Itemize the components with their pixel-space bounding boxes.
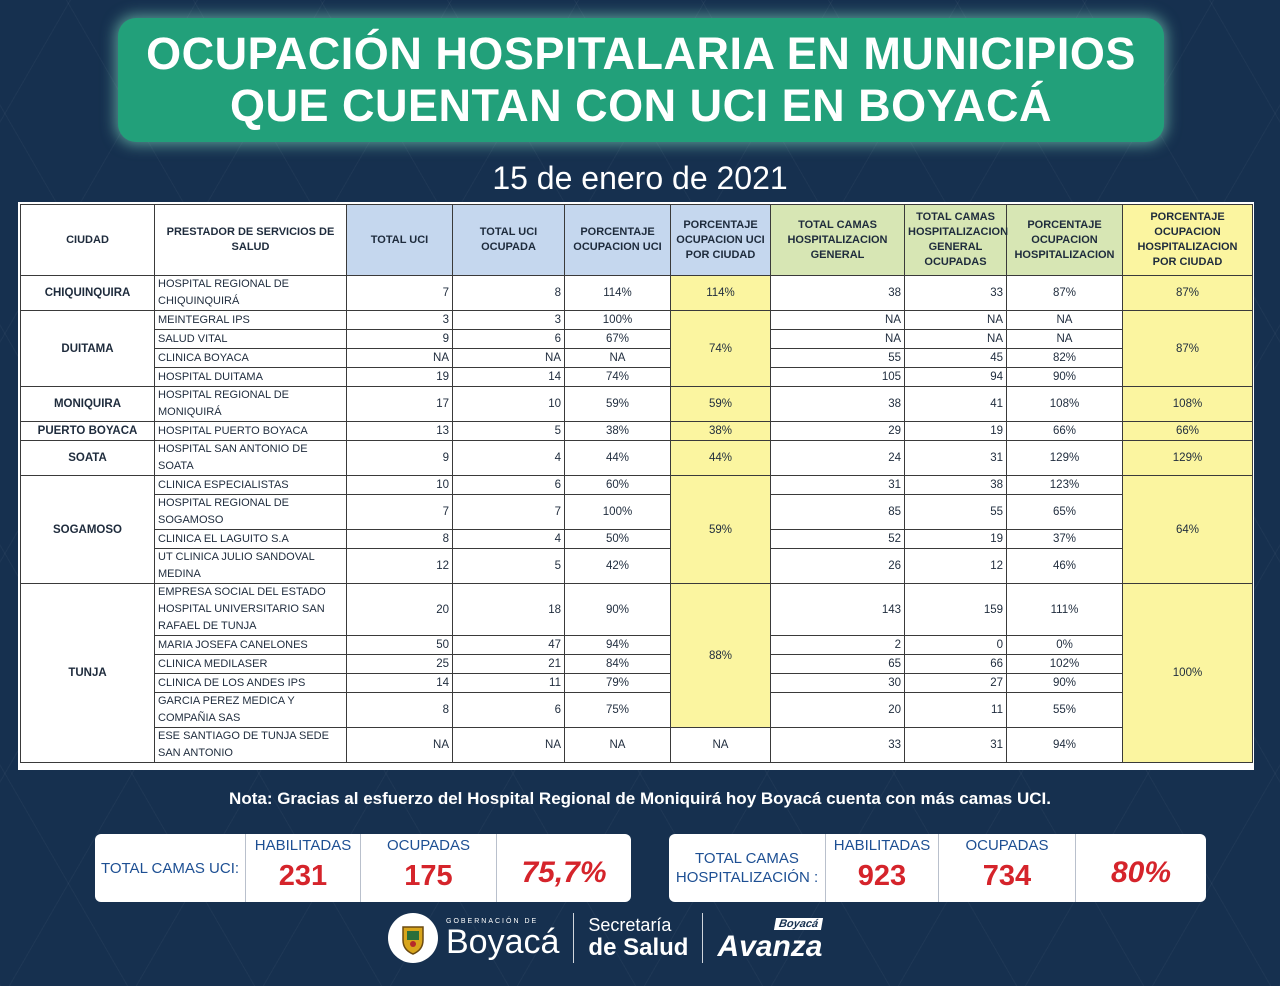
uci-habilitadas (246, 834, 361, 902)
pct-hosp-cell: 55% (1007, 693, 1123, 728)
camas-ocupadas-cell: 33 (905, 276, 1007, 311)
header-pct-hosp: PORCENTAJE OCUPACION HOSPITALIZACION (1007, 205, 1123, 276)
footnote: Nota: Gracias al esfuerzo del Hospital Regional de Moniquirá hoy Boyacá cuenta con más camas UCI. (229, 789, 1051, 808)
total-camas-cell: 26 (771, 549, 905, 584)
uci-ocupadas (361, 834, 497, 902)
header-pct-uci: PORCENTAJE OCUPACION UCI (565, 205, 671, 276)
pct-uci-cell: 75% (565, 693, 671, 728)
uci-ocupada-cell: 3 (453, 311, 565, 330)
pct-hosp-city-cell: 64% (1123, 476, 1253, 584)
uci-ocupada-cell: 47 (453, 636, 565, 655)
total-uci-cell: 7 (347, 276, 453, 311)
hosp-summary-label: TOTAL CAMAS HOSPITALIZACIÓN : (669, 834, 826, 902)
city-cell: CHIQUINQUIRA (21, 276, 155, 311)
total-camas-cell: 55 (771, 349, 905, 368)
header-total-uci-ocupada: TOTAL UCI OCUPADA (453, 205, 565, 276)
table-row (21, 476, 1253, 495)
total-camas-cell: 85 (771, 495, 905, 530)
pct-hosp-cell: 111% (1007, 584, 1123, 636)
camas-ocupadas-cell: 12 (905, 549, 1007, 584)
total-uci-cell: 8 (347, 530, 453, 549)
total-camas-cell: 33 (771, 728, 905, 763)
logo-divider (573, 913, 574, 963)
provider-cell: CLINICA MEDILASER (155, 655, 347, 674)
camas-ocupadas-cell: 66 (905, 655, 1007, 674)
pct-hosp-cell: 82% (1007, 349, 1123, 368)
pct-hosp-city-cell: 66% (1123, 422, 1253, 441)
table-row (21, 655, 1253, 674)
uci-ocupada-cell: 11 (453, 674, 565, 693)
pct-hosp-city-cell: 100% (1123, 584, 1253, 763)
uci-ocupada-cell: 18 (453, 584, 565, 636)
title-banner (118, 18, 1164, 142)
uci-ocupada-cell: NA (453, 728, 565, 763)
city-cell: MONIQUIRA (21, 387, 155, 422)
table-row (21, 422, 1253, 441)
uci-ocupada-cell: 10 (453, 387, 565, 422)
pct-hosp-cell: 0% (1007, 636, 1123, 655)
provider-cell: HOSPITAL REGIONAL DE CHIQUINQUIRÁ (155, 276, 347, 311)
pct-hosp-cell: 66% (1007, 422, 1123, 441)
total-uci-cell: 19 (347, 368, 453, 387)
pct-uci-city-cell: 59% (671, 476, 771, 584)
gobernacion-logo (446, 918, 559, 959)
pct-hosp-city-cell: 87% (1123, 311, 1253, 387)
camas-ocupadas-cell: 45 (905, 349, 1007, 368)
city-cell: SOGAMOSO (21, 476, 155, 584)
hosp-ocupadas-value: 734 (982, 860, 1032, 892)
total-uci-cell: 14 (347, 674, 453, 693)
city-cell: TUNJA (21, 584, 155, 763)
pct-hosp-cell: 90% (1007, 368, 1123, 387)
total-camas-cell: 143 (771, 584, 905, 636)
header-ciudad: CIUDAD (21, 205, 155, 276)
total-camas-cell: 30 (771, 674, 905, 693)
total-uci-cell: 20 (347, 584, 453, 636)
provider-cell: HOSPITAL SAN ANTONIO DE SOATA (155, 441, 347, 476)
table-row (21, 674, 1253, 693)
total-uci-cell: 13 (347, 422, 453, 441)
table-row (21, 636, 1253, 655)
pct-hosp-cell: 94% (1007, 728, 1123, 763)
hosp-percentage (1076, 834, 1206, 902)
pct-hosp-cell: 108% (1007, 387, 1123, 422)
uci-percentage-value: 75,7% (521, 856, 607, 889)
uci-habilitadas-label: HABILITADAS (254, 837, 352, 854)
pct-uci-city-cell: 74% (671, 311, 771, 387)
provider-cell: UT CLINICA JULIO SANDOVAL MEDINA (155, 549, 347, 584)
city-cell: SOATA (21, 441, 155, 476)
total-uci-cell: 8 (347, 693, 453, 728)
table-row (21, 368, 1253, 387)
total-camas-cell: 38 (771, 387, 905, 422)
occupancy-table (20, 204, 1253, 763)
header-total-uci: TOTAL UCI (347, 205, 453, 276)
pct-uci-cell: 74% (565, 368, 671, 387)
header-prestador: PRESTADOR DE SERVICIOS DE SALUD (155, 205, 347, 276)
total-uci-cell: 9 (347, 441, 453, 476)
pct-hosp-cell: NA (1007, 330, 1123, 349)
uci-ocupada-cell: 6 (453, 476, 565, 495)
total-uci-cell: NA (347, 349, 453, 368)
total-camas-cell: 105 (771, 368, 905, 387)
camas-ocupadas-cell: NA (905, 330, 1007, 349)
uci-ocupada-cell: 5 (453, 422, 565, 441)
boyaca-label: Boyacá (446, 922, 560, 961)
uci-summary-label: TOTAL CAMAS UCI: (95, 834, 246, 902)
total-uci-cell: 7 (347, 495, 453, 530)
camas-ocupadas-cell: 11 (905, 693, 1007, 728)
pct-uci-cell: 38% (565, 422, 671, 441)
pct-uci-city-cell: 38% (671, 422, 771, 441)
camas-ocupadas-cell: 0 (905, 636, 1007, 655)
pct-hosp-city-cell: 87% (1123, 276, 1253, 311)
avanza-label: Avanza (717, 930, 823, 963)
uci-ocupadas-label: OCUPADAS (386, 837, 471, 854)
uci-ocupada-cell: 21 (453, 655, 565, 674)
uci-ocupada-cell: 6 (453, 330, 565, 349)
total-uci-cell: 50 (347, 636, 453, 655)
total-uci-cell: 10 (347, 476, 453, 495)
table-row (21, 549, 1253, 584)
header-camas-ocupadas: TOTAL CAMAS HOSPITALIZACION GENERAL OCUPADAS (905, 205, 1007, 276)
table-row (21, 349, 1253, 368)
table-row (21, 693, 1253, 728)
total-uci-cell: 25 (347, 655, 453, 674)
uci-percentage (497, 834, 631, 902)
uci-ocupada-cell: 4 (453, 441, 565, 476)
pct-uci-city-cell: NA (671, 728, 771, 763)
uci-summary-box (95, 834, 631, 902)
table-row (21, 495, 1253, 530)
uci-ocupada-cell: 14 (453, 368, 565, 387)
provider-cell: EMPRESA SOCIAL DEL ESTADO HOSPITAL UNIVERSITARIO SAN RAFAEL DE TUNJA (155, 584, 347, 636)
pct-hosp-cell: NA (1007, 311, 1123, 330)
camas-ocupadas-cell: 41 (905, 387, 1007, 422)
provider-cell: ESE SANTIAGO DE TUNJA SEDE SAN ANTONIO (155, 728, 347, 763)
provider-cell: HOSPITAL REGIONAL DE SOGAMOSO (155, 495, 347, 530)
table-row (21, 330, 1253, 349)
pct-uci-cell: 50% (565, 530, 671, 549)
provider-cell: CLINICA BOYACA (155, 349, 347, 368)
total-uci-cell: 3 (347, 311, 453, 330)
provider-cell: SALUD VITAL (155, 330, 347, 349)
table-row (21, 276, 1253, 311)
total-camas-cell: 52 (771, 530, 905, 549)
pct-hosp-cell: 87% (1007, 276, 1123, 311)
uci-ocupada-cell: 7 (453, 495, 565, 530)
provider-cell: MARIA JOSEFA CANELONES (155, 636, 347, 655)
pct-uci-city-cell: 44% (671, 441, 771, 476)
title-line-1: OCUPACIÓN HOSPITALARIA EN MUNICIPIOS (146, 28, 1136, 79)
uci-ocupada-cell: 4 (453, 530, 565, 549)
pct-hosp-cell: 90% (1007, 674, 1123, 693)
table-row (21, 441, 1253, 476)
pct-uci-cell: 44% (565, 441, 671, 476)
pct-hosp-cell: 102% (1007, 655, 1123, 674)
gobernacion-label: GOBERNACIÓN DE (446, 917, 539, 925)
camas-ocupadas-cell: NA (905, 311, 1007, 330)
hosp-habilitadas-value: 923 (857, 860, 907, 892)
header-total-camas: TOTAL CAMAS HOSPITALIZACION GENERAL (771, 205, 905, 276)
table-row (21, 584, 1253, 636)
pct-uci-cell: 100% (565, 495, 671, 530)
provider-cell: HOSPITAL DUITAMA (155, 368, 347, 387)
pct-uci-cell: 67% (565, 330, 671, 349)
pct-uci-cell: 59% (565, 387, 671, 422)
camas-ocupadas-cell: 19 (905, 422, 1007, 441)
uci-habilitadas-value: 231 (278, 860, 328, 892)
footer-logos (388, 908, 822, 968)
pct-uci-cell: 42% (565, 549, 671, 584)
uci-ocupada-cell: 5 (453, 549, 565, 584)
pct-hosp-cell: 129% (1007, 441, 1123, 476)
city-cell: DUITAMA (21, 311, 155, 387)
provider-cell: GARCIA PEREZ MEDICA Y COMPAÑIA SAS (155, 693, 347, 728)
pct-uci-cell: 90% (565, 584, 671, 636)
logo-divider-2 (702, 913, 703, 963)
boyaca-avanza-logo (717, 914, 822, 962)
pct-hosp-city-cell: 108% (1123, 387, 1253, 422)
total-camas-cell: NA (771, 311, 905, 330)
total-camas-cell: 38 (771, 276, 905, 311)
pct-uci-cell: 79% (565, 674, 671, 693)
total-camas-cell: 2 (771, 636, 905, 655)
header-pct-hosp-ciudad: PORCENTAJE OCUPACION HOSPITALIZACION POR CIUDAD (1123, 205, 1253, 276)
pct-uci-city-cell: 59% (671, 387, 771, 422)
table-row (21, 728, 1253, 763)
pct-hosp-cell: 46% (1007, 549, 1123, 584)
total-uci-cell: 12 (347, 549, 453, 584)
pct-hosp-cell: 123% (1007, 476, 1123, 495)
total-uci-cell: NA (347, 728, 453, 763)
camas-ocupadas-cell: 159 (905, 584, 1007, 636)
boyaca-seal-icon (388, 913, 438, 963)
table-header-row (21, 205, 1253, 276)
hosp-habilitadas (826, 834, 939, 902)
total-camas-cell: 24 (771, 441, 905, 476)
total-uci-cell: 9 (347, 330, 453, 349)
camas-ocupadas-cell: 31 (905, 441, 1007, 476)
pct-uci-cell: 84% (565, 655, 671, 674)
de-salud-label: de Salud (588, 934, 689, 961)
total-camas-cell: 29 (771, 422, 905, 441)
pct-uci-cell: 94% (565, 636, 671, 655)
pct-uci-cell: 100% (565, 311, 671, 330)
uci-ocupada-cell: 8 (453, 276, 565, 311)
pct-uci-cell: 114% (565, 276, 671, 311)
pct-uci-city-cell: 88% (671, 584, 771, 728)
total-camas-cell: 65 (771, 655, 905, 674)
uci-ocupada-cell: 6 (453, 693, 565, 728)
hosp-habilitadas-label: HABILITADAS (833, 837, 931, 854)
provider-cell: CLINICA EL LAGUITO S.A (155, 530, 347, 549)
total-camas-cell: 20 (771, 693, 905, 728)
pct-uci-cell: NA (565, 349, 671, 368)
total-camas-cell: NA (771, 330, 905, 349)
pct-hosp-city-cell: 129% (1123, 441, 1253, 476)
provider-cell: MEINTEGRAL IPS (155, 311, 347, 330)
uci-ocupadas-value: 175 (404, 860, 453, 892)
provider-cell: CLINICA DE LOS ANDES IPS (155, 674, 347, 693)
report-date: 15 de enero de 2021 (492, 160, 788, 196)
camas-ocupadas-cell: 38 (905, 476, 1007, 495)
provider-cell: HOSPITAL REGIONAL DE MONIQUIRÁ (155, 387, 347, 422)
pct-hosp-cell: 65% (1007, 495, 1123, 530)
hosp-ocupadas-label: OCUPADAS (965, 837, 1049, 854)
provider-cell: HOSPITAL PUERTO BOYACA (155, 422, 347, 441)
header-pct-uci-ciudad: PORCENTAJE OCUPACION UCI POR CIUDAD (671, 205, 771, 276)
pct-uci-cell: 60% (565, 476, 671, 495)
table-row (21, 387, 1253, 422)
total-uci-cell: 17 (347, 387, 453, 422)
secretaria-label: Secretaría (588, 915, 672, 935)
camas-ocupadas-cell: 94 (905, 368, 1007, 387)
hosp-ocupadas (939, 834, 1076, 902)
pct-hosp-cell: 37% (1007, 530, 1123, 549)
secretaria-logo (588, 915, 688, 961)
camas-ocupadas-cell: 31 (905, 728, 1007, 763)
uci-ocupada-cell: NA (453, 349, 565, 368)
pct-uci-cell: NA (565, 728, 671, 763)
total-camas-cell: 31 (771, 476, 905, 495)
camas-ocupadas-cell: 55 (905, 495, 1007, 530)
pct-uci-city-cell: 114% (671, 276, 771, 311)
hosp-summary-box (669, 834, 1206, 902)
table-row (21, 311, 1253, 330)
avanza-tag: Boyacá (774, 918, 823, 930)
hosp-percentage-value: 80% (1110, 856, 1172, 889)
table-row (21, 530, 1253, 549)
occupancy-sheet (18, 202, 1254, 770)
camas-ocupadas-cell: 27 (905, 674, 1007, 693)
provider-cell: CLINICA ESPECIALISTAS (155, 476, 347, 495)
city-cell: PUERTO BOYACA (21, 422, 155, 441)
title-line-2: QUE CUENTAN CON UCI EN BOYACÁ (229, 80, 1053, 131)
camas-ocupadas-cell: 19 (905, 530, 1007, 549)
